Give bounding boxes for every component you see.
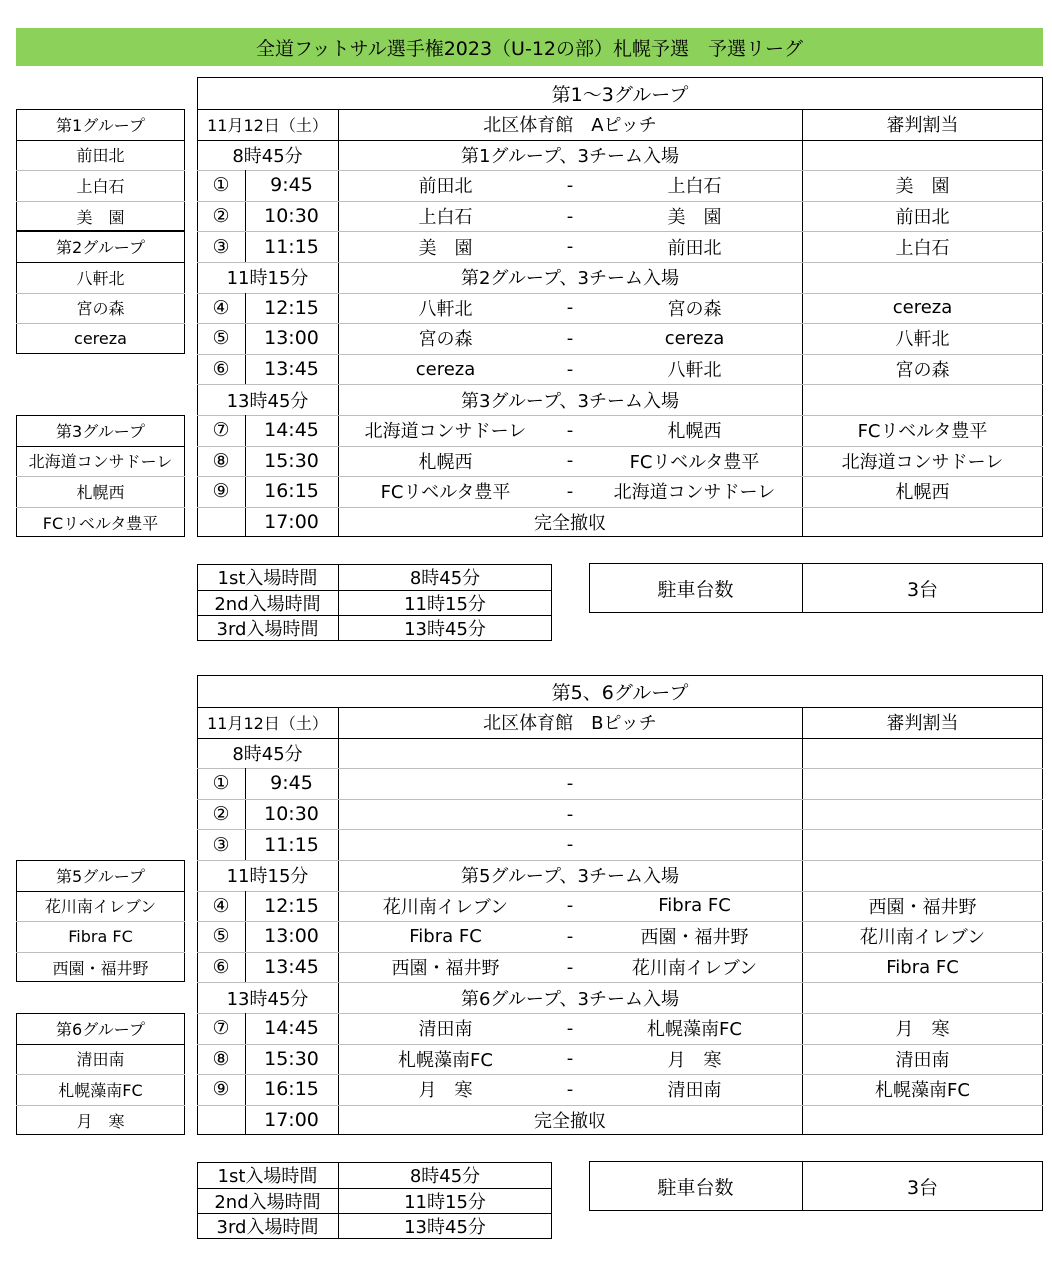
entry-time: 8時45分 bbox=[232, 145, 303, 167]
vs-dash: - bbox=[566, 803, 574, 825]
referee-team: 宮の森 bbox=[895, 360, 950, 382]
group-name: 第2グループ bbox=[56, 238, 145, 258]
group-team: cereza bbox=[74, 328, 127, 348]
home-team: Fibra FC bbox=[409, 925, 482, 947]
section-heading: 第5、6グループ bbox=[551, 681, 689, 704]
home-team bbox=[338, 829, 553, 860]
vs-dash: - bbox=[566, 895, 574, 917]
entry-time: 13時45分 bbox=[226, 988, 309, 1010]
match-number: ⑧ bbox=[212, 449, 230, 472]
referee-team: Fibra FC bbox=[886, 956, 959, 978]
entry-time-label: 3rd入場時間 bbox=[216, 619, 319, 641]
away-team: 八軒北 bbox=[667, 360, 722, 382]
home-team bbox=[338, 799, 553, 830]
away-team: 美 園 bbox=[667, 207, 722, 229]
home-team: 北海道コンサドーレ bbox=[364, 421, 527, 443]
match-time: 14:45 bbox=[264, 419, 319, 442]
entry-time-label: 2nd入場時間 bbox=[214, 593, 321, 615]
vs-dash: - bbox=[566, 1048, 574, 1070]
match-time: 11:15 bbox=[264, 235, 319, 258]
referee-team: cereza bbox=[892, 297, 953, 319]
match-number: ② bbox=[212, 803, 230, 826]
match-time: 9:45 bbox=[270, 772, 313, 795]
away-team: 清田南 bbox=[667, 1080, 722, 1102]
group-team: 宮の森 bbox=[76, 299, 125, 319]
group-team: 前田北 bbox=[76, 146, 125, 166]
page-title: 全道フットサル選手権2023（U-12の部）札幌予選 予選リーグ bbox=[255, 37, 803, 60]
referee-team: 西園・福井野 bbox=[868, 896, 977, 918]
group-name: 第3グループ bbox=[56, 421, 145, 441]
parking-label: 駐車台数 bbox=[657, 578, 734, 601]
entry-time: 11時15分 bbox=[226, 268, 309, 290]
away-team: 月 寒 bbox=[667, 1049, 722, 1071]
referee-team: 前田北 bbox=[895, 207, 950, 229]
match-time: 13:00 bbox=[264, 327, 319, 350]
home-team: 宮の森 bbox=[418, 329, 473, 351]
end-note: 完全撤収 bbox=[534, 1111, 606, 1133]
entry-time-label: 1st入場時間 bbox=[217, 568, 318, 590]
home-team: 前田北 bbox=[418, 176, 473, 198]
vs-dash: - bbox=[566, 205, 574, 227]
vs-dash: - bbox=[566, 450, 574, 472]
entry-time: 11時15分 bbox=[226, 866, 309, 888]
entry-time-label: 2nd入場時間 bbox=[214, 1191, 321, 1213]
away-team: cereza bbox=[664, 327, 725, 349]
entry-time-value: 11時15分 bbox=[404, 593, 486, 615]
entry-time-label: 1st入場時間 bbox=[217, 1166, 318, 1188]
match-number: ⑨ bbox=[212, 1078, 230, 1101]
referee-team: 札幌西 bbox=[895, 482, 950, 504]
away-team: 北海道コンサドーレ bbox=[613, 482, 776, 504]
away-team: FCリベルタ豊平 bbox=[629, 451, 760, 473]
referee-team: 北海道コンサドーレ bbox=[841, 451, 1004, 473]
match-time: 16:15 bbox=[264, 1078, 319, 1101]
away-team bbox=[587, 768, 802, 799]
date-label: 11月12日（土） bbox=[207, 713, 328, 733]
match-number: ⑤ bbox=[212, 327, 230, 350]
entry-time-value: 8時45分 bbox=[409, 1166, 481, 1188]
entry-time-value: 13時45分 bbox=[404, 1217, 486, 1239]
match-time: 13:00 bbox=[264, 925, 319, 948]
entry-time-label: 3rd入場時間 bbox=[216, 1217, 319, 1239]
match-time: 16:15 bbox=[264, 480, 319, 503]
group-team: Fibra FC bbox=[68, 926, 133, 946]
match-number: ⑦ bbox=[212, 419, 230, 442]
referee-team bbox=[802, 768, 1043, 799]
match-number: ⑦ bbox=[212, 1017, 230, 1040]
match-number: ④ bbox=[212, 894, 230, 917]
vs-dash: - bbox=[566, 925, 574, 947]
referee-team: 八軒北 bbox=[895, 329, 950, 351]
entry-time: 8時45分 bbox=[232, 743, 303, 765]
match-time: 13:45 bbox=[264, 358, 319, 381]
vs-dash: - bbox=[566, 834, 574, 856]
away-team: Fibra FC bbox=[658, 895, 731, 917]
away-team: 札幌西 bbox=[667, 421, 722, 443]
home-team bbox=[338, 768, 553, 799]
match-time: 12:15 bbox=[264, 296, 319, 319]
group-team: 北海道コンサドーレ bbox=[28, 452, 173, 472]
end-time: 17:00 bbox=[264, 1109, 319, 1132]
match-time: 15:30 bbox=[264, 449, 319, 472]
referee-team: 札幌藻南FC bbox=[875, 1080, 970, 1102]
match-time: 15:30 bbox=[264, 1047, 319, 1070]
group-name: 第6グループ bbox=[56, 1019, 145, 1039]
venue-label: 北区体育館 Aピッチ bbox=[483, 115, 657, 137]
away-team: 宮の森 bbox=[667, 298, 722, 320]
vs-dash: - bbox=[566, 772, 574, 794]
group-team: 西園・福井野 bbox=[52, 958, 149, 978]
vs-dash: - bbox=[566, 174, 574, 196]
venue-label: 北区体育館 Bピッチ bbox=[483, 713, 657, 735]
referee-team: FCリベルタ豊平 bbox=[857, 421, 988, 443]
entry-note: 第3グループ、3チーム入場 bbox=[460, 390, 680, 412]
referee-team: 上白石 bbox=[895, 237, 950, 259]
home-team: 上白石 bbox=[418, 207, 473, 229]
referee-team: 清田南 bbox=[895, 1049, 950, 1071]
date-label: 11月12日（土） bbox=[207, 115, 328, 135]
home-team: FCリベルタ豊平 bbox=[380, 482, 511, 504]
entry-note: 第1グループ、3チーム入場 bbox=[460, 145, 680, 167]
entry-note: 第5グループ、3チーム入場 bbox=[460, 866, 680, 888]
referee-team bbox=[802, 799, 1043, 830]
away-team: 前田北 bbox=[667, 237, 722, 259]
entry-time-value: 11時15分 bbox=[404, 1191, 486, 1213]
home-team: 花川南イレブン bbox=[382, 896, 509, 918]
end-note: 完全撤収 bbox=[534, 513, 606, 535]
match-time: 12:15 bbox=[264, 894, 319, 917]
group-team: 八軒北 bbox=[76, 268, 125, 288]
match-number: ⑥ bbox=[212, 956, 230, 979]
section-heading: 第1～3グループ bbox=[551, 83, 689, 106]
match-time: 10:30 bbox=[264, 205, 319, 228]
referee-header: 審判割当 bbox=[886, 713, 959, 735]
match-time: 9:45 bbox=[270, 174, 313, 197]
match-time: 11:15 bbox=[264, 833, 319, 856]
away-team: 上白石 bbox=[667, 176, 722, 198]
group-team: 上白石 bbox=[76, 176, 125, 196]
vs-dash: - bbox=[566, 956, 574, 978]
vs-dash: - bbox=[566, 236, 574, 258]
home-team: 札幌藻南FC bbox=[398, 1049, 493, 1071]
home-team: 清田南 bbox=[418, 1019, 473, 1041]
parking-label: 駐車台数 bbox=[657, 1176, 734, 1199]
end-time: 17:00 bbox=[264, 511, 319, 534]
home-team: 月 寒 bbox=[418, 1080, 473, 1102]
vs-dash: - bbox=[566, 327, 574, 349]
vs-dash: - bbox=[566, 1078, 574, 1100]
match-number: ② bbox=[212, 205, 230, 228]
vs-dash: - bbox=[566, 480, 574, 502]
away-team bbox=[587, 799, 802, 830]
entry-note: 第2グループ、3チーム入場 bbox=[460, 268, 680, 290]
match-number: ⑨ bbox=[212, 480, 230, 503]
referee-team: 月 寒 bbox=[895, 1019, 950, 1041]
referee-header: 審判割当 bbox=[886, 115, 959, 137]
group-name: 第1グループ bbox=[56, 115, 145, 135]
parking-value: 3台 bbox=[906, 1176, 939, 1199]
group-team: 月 寒 bbox=[76, 1111, 125, 1131]
referee-team: 美 園 bbox=[895, 176, 950, 198]
match-number: ⑧ bbox=[212, 1047, 230, 1070]
group-team: 札幌西 bbox=[76, 482, 125, 502]
match-number: ① bbox=[212, 772, 230, 795]
match-number: ③ bbox=[212, 833, 230, 856]
referee-team bbox=[802, 829, 1043, 860]
vs-dash: - bbox=[566, 358, 574, 380]
away-team: 花川南イレブン bbox=[631, 958, 758, 980]
entry-time: 13時45分 bbox=[226, 390, 309, 412]
parking-value: 3台 bbox=[906, 578, 939, 601]
match-number: ⑤ bbox=[212, 925, 230, 948]
group-team: 美 園 bbox=[76, 207, 125, 227]
match-time: 10:30 bbox=[264, 803, 319, 826]
entry-note: 第6グループ、3チーム入場 bbox=[460, 988, 680, 1010]
match-time: 13:45 bbox=[264, 956, 319, 979]
group-team: FCリベルタ豊平 bbox=[42, 513, 159, 533]
group-team: 清田南 bbox=[76, 1050, 125, 1070]
match-number: ④ bbox=[212, 296, 230, 319]
home-team: 八軒北 bbox=[418, 298, 473, 320]
match-number: ① bbox=[212, 174, 230, 197]
entry-time-value: 8時45分 bbox=[409, 568, 481, 590]
away-team: 西園・福井野 bbox=[640, 927, 749, 949]
home-team: 西園・福井野 bbox=[391, 958, 500, 980]
home-team: 札幌西 bbox=[418, 451, 473, 473]
match-number: ⑥ bbox=[212, 358, 230, 381]
group-name: 第5グループ bbox=[56, 866, 145, 886]
referee-team: 花川南イレブン bbox=[859, 927, 986, 949]
vs-dash: - bbox=[566, 297, 574, 319]
entry-note bbox=[338, 738, 802, 769]
entry-time-value: 13時45分 bbox=[404, 619, 486, 641]
home-team: 美 園 bbox=[418, 237, 473, 259]
match-time: 14:45 bbox=[264, 1017, 319, 1040]
match-number: ③ bbox=[212, 235, 230, 258]
vs-dash: - bbox=[566, 419, 574, 441]
vs-dash: - bbox=[566, 1017, 574, 1039]
group-team: 花川南イレブン bbox=[44, 897, 157, 917]
away-team: 札幌藻南FC bbox=[647, 1019, 742, 1041]
away-team bbox=[587, 829, 802, 860]
home-team: cereza bbox=[415, 358, 476, 380]
group-team: 札幌藻南FC bbox=[58, 1080, 143, 1100]
